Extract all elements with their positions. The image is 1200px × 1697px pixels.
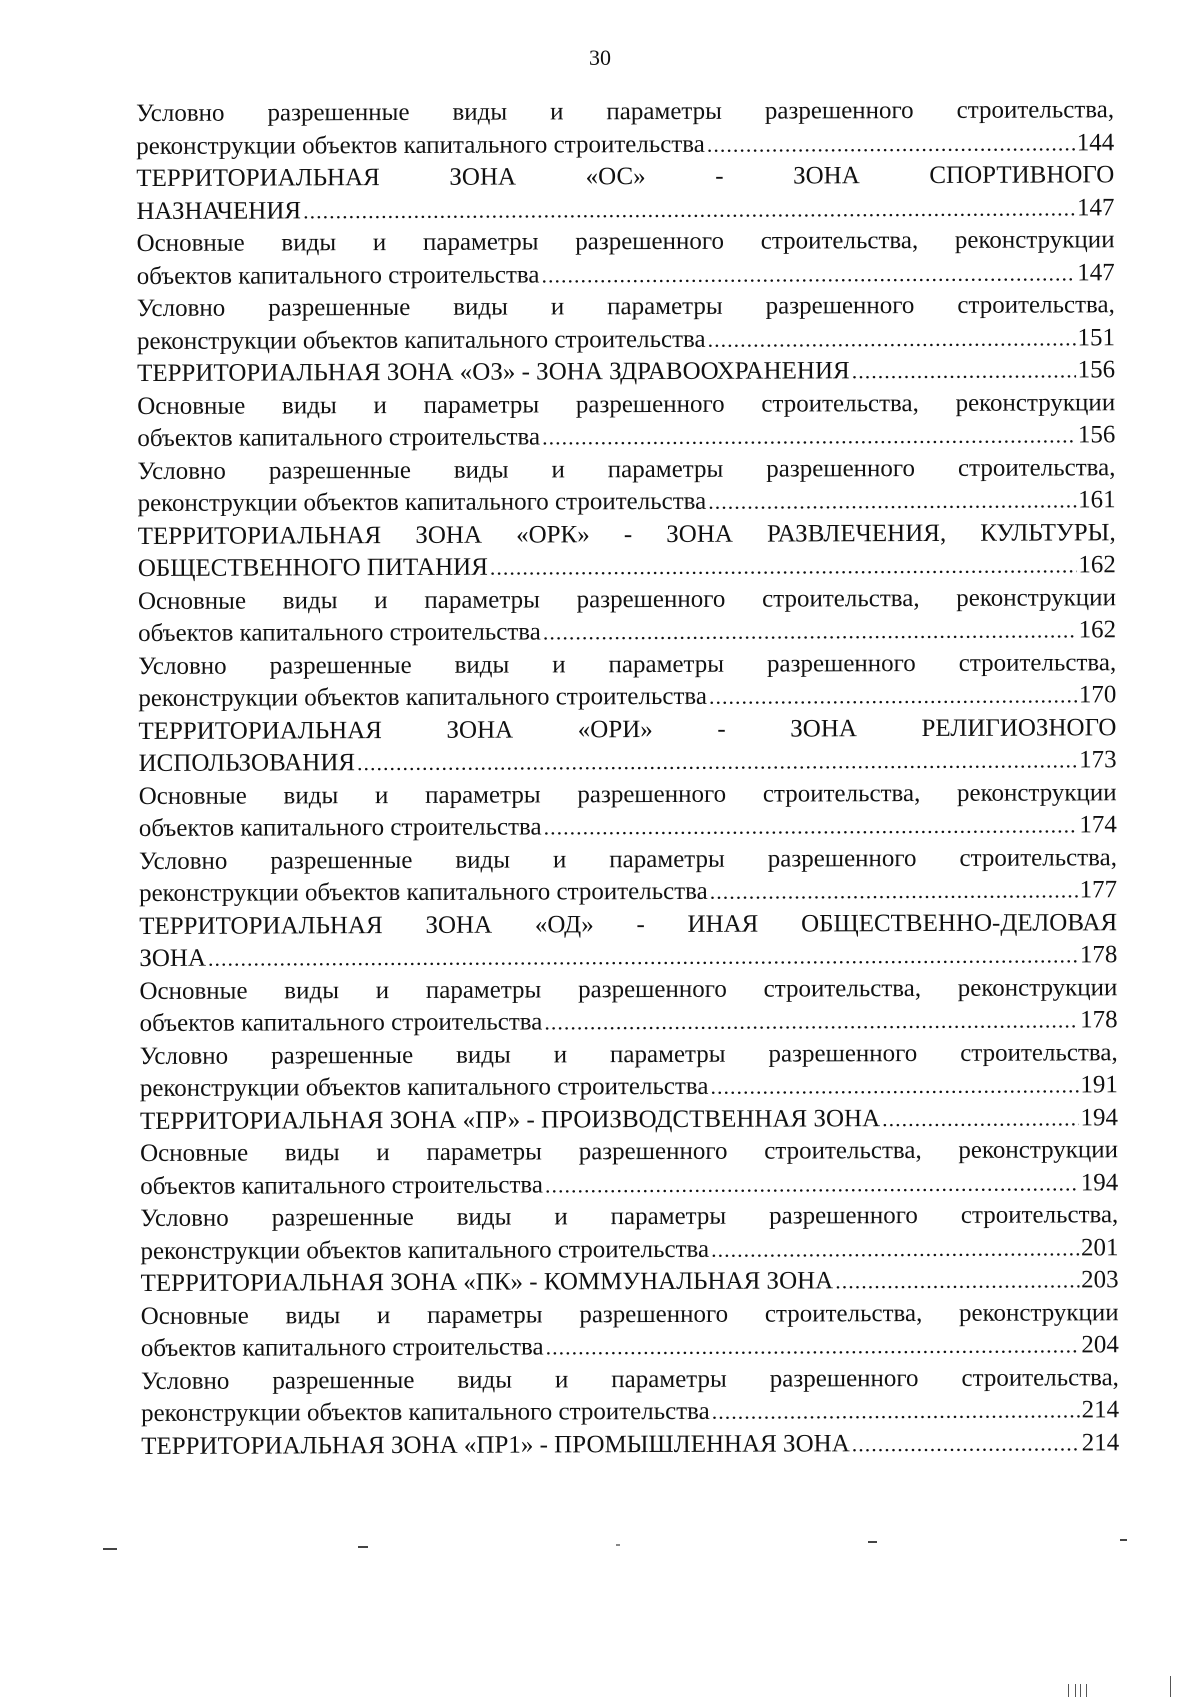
toc-entry-page-number: 194 [1080, 1168, 1119, 1196]
toc-entry-title-end: ТЕРРИТОРИАЛЬНАЯ ЗОНА «ПК» - КОММУНАЛЬНАЯ ЗОНА [140, 1267, 834, 1297]
toc-entry-leader-line [141, 1427, 1119, 1463]
toc-entry-page-number: 214 [1081, 1428, 1120, 1456]
toc-entry-title-end: реконструкции объектов капитального строительства [139, 1072, 709, 1102]
toc-entry [138, 712, 1116, 781]
toc-entry-title-line: ТЕРРИТОРИАЛЬНАЯ ЗОНА «ОРК» - ЗОНА РАЗВЛЕЧЕНИЯ, КУЛЬТУРЫ, [137, 518, 1116, 550]
toc-entry-title-end: реконструкции объектов капитального строительства [136, 130, 705, 160]
scan-mark [103, 1548, 117, 1550]
toc-entry-title-line: Условно разрешенные виды и параметры разрешенного строительства, [140, 1363, 1119, 1395]
dot-leader [709, 679, 1077, 713]
toc-entry-page-number: 144 [1076, 128, 1115, 156]
toc-entry-page-number: 191 [1080, 1071, 1118, 1099]
dot-leader [544, 809, 1078, 844]
toc-entry-leader-line [140, 1232, 1118, 1268]
toc-entry-title-line: Основные виды и параметры разрешенного строительства, реконструкции [140, 1136, 1119, 1167]
toc-entry-leader-line [140, 1102, 1118, 1138]
dot-leader [712, 1394, 1080, 1428]
toc-entry-page-number: 174 [1079, 811, 1117, 839]
toc-entry-page-number: 147 [1077, 258, 1115, 286]
toc-entry-title-end: объектов капитального строительства [139, 1008, 543, 1037]
toc-entry-leader-line [137, 322, 1115, 358]
toc-entry-leader-line [139, 1004, 1117, 1040]
toc-entry-title-end: ЗОНА [139, 944, 207, 972]
toc-entry-title-line: Условно разрешенные виды и параметры разрешенного строительства, [138, 843, 1117, 875]
scan-mark [1170, 1676, 1171, 1697]
toc-entry-title-end: объектов капитального строительства [140, 1170, 543, 1200]
toc-entry-page-number: 173 [1078, 746, 1117, 774]
toc-entry [141, 1427, 1119, 1463]
toc-entry [139, 972, 1117, 1041]
toc-entry [140, 1264, 1118, 1300]
toc-entry-title-end: объектов капитального строительства [138, 618, 541, 647]
toc-entry-page-number: 177 [1079, 876, 1118, 904]
toc-entry [137, 289, 1115, 358]
scan-mark [1086, 1684, 1087, 1697]
toc-entry-leader-line [139, 809, 1117, 845]
toc-entry [136, 159, 1114, 228]
dot-leader [708, 322, 1076, 356]
dot-leader [542, 419, 1076, 454]
dot-leader [541, 257, 1075, 292]
toc-entry-title-line: Условно разрешенные виды и параметры разрешенного строительства, [139, 1038, 1118, 1070]
table-of-contents [136, 94, 1119, 1463]
dot-leader [303, 192, 1075, 227]
toc-entry-leader-line [136, 192, 1114, 228]
toc-entry-title-line: Основные виды и параметры разрешенного строительства, реконструкции [137, 583, 1116, 615]
dot-leader [710, 874, 1078, 908]
dot-leader [710, 1069, 1078, 1103]
toc-entry-title-end: реконструкции объектов капитального строительства [140, 1235, 710, 1265]
scan-mark [616, 1544, 620, 1546]
toc-entry-title-line: Условно разрешенные виды и параметры разрешенного строительства, [136, 96, 1115, 127]
toc-entry-leader-line [139, 939, 1117, 975]
toc-entry-title-line: Основные виды и параметры разрешенного строительства, реконструкции [139, 973, 1118, 1005]
scan-mark [1075, 1684, 1076, 1697]
dot-leader [543, 614, 1077, 649]
toc-entry-page-number: 162 [1078, 616, 1117, 644]
toc-entry [139, 842, 1117, 911]
toc-entry-leader-line [137, 419, 1115, 455]
toc-entry-page-number: 156 [1077, 421, 1116, 449]
toc-entry [141, 1362, 1119, 1431]
scan-mark [868, 1541, 877, 1543]
toc-entry-page-number: 151 [1077, 323, 1115, 351]
dot-leader [835, 1264, 1079, 1297]
toc-entry-title-end: ТЕРРИТОРИАЛЬНАЯ ЗОНА «ПР1» - ПРОМЫШЛЕННАЯ ЗОНА [141, 1429, 850, 1460]
toc-entry-leader-line [139, 874, 1117, 910]
toc-entry [139, 777, 1117, 846]
dot-leader [208, 939, 1078, 975]
toc-entry [137, 452, 1115, 521]
toc-entry-page-number: 162 [1078, 551, 1116, 579]
scan-mark [1120, 1539, 1127, 1541]
toc-entry-title-end: объектов капитального строительства [138, 813, 542, 842]
toc-entry [138, 647, 1116, 716]
dot-leader [545, 1167, 1079, 1202]
toc-entry-page-number: 161 [1077, 486, 1116, 514]
toc-entry-leader-line [140, 1264, 1118, 1300]
toc-entry-title-end: реконструкции объектов капитального строительства [140, 1397, 710, 1427]
toc-entry-leader-line [140, 1167, 1118, 1203]
toc-entry-leader-line [138, 549, 1116, 585]
toc-entry [138, 582, 1116, 651]
toc-entry [141, 1297, 1119, 1366]
toc-entry-title-line: Основные виды и параметры разрешенного строительства, реконструкции [137, 388, 1116, 420]
dot-leader [708, 484, 1076, 518]
toc-entry-title-line: Основные виды и параметры разрешенного строительства, реконструкции [136, 226, 1115, 257]
scan-mark [1068, 1684, 1069, 1697]
toc-entry [139, 907, 1117, 976]
dot-leader [711, 1232, 1079, 1266]
dot-leader [357, 744, 1077, 779]
dot-leader [707, 127, 1075, 161]
toc-entry-title-line: ТЕРРИТОРИАЛЬНАЯ ЗОНА «ОРИ» - ЗОНА РЕЛИГИОЗНОГО [138, 713, 1117, 745]
toc-entry [137, 387, 1115, 456]
toc-entry-page-number: 203 [1080, 1266, 1119, 1294]
toc-entry-title-end: реконструкции объектов капитального строительства [138, 682, 707, 712]
toc-entry-page-number: 147 [1076, 193, 1115, 221]
toc-entry-leader-line [141, 1394, 1119, 1430]
page-number: 30 [589, 45, 611, 70]
toc-entry-title-line: Условно разрешенные виды и параметры разрешенного строительства, [136, 291, 1115, 322]
toc-entry-title-line: Основные виды и параметры разрешенного строительства, реконструкции [140, 1298, 1119, 1330]
toc-entry-leader-line [137, 354, 1115, 390]
toc-entry [140, 1037, 1118, 1106]
toc-entry [140, 1134, 1118, 1203]
dot-leader [546, 1329, 1080, 1364]
toc-entry-page-number: 194 [1080, 1103, 1118, 1131]
toc-entry [136, 94, 1114, 163]
scan-mark [1080, 1684, 1081, 1697]
toc-entry [136, 224, 1114, 293]
toc-entry-title-line: Условно разрешенные виды и параметры разрешенного строительства, [140, 1201, 1119, 1232]
toc-entry-title-end: ОБЩЕСТВЕННОГО ПИТАНИЯ [137, 553, 488, 582]
toc-entry-leader-line [140, 1069, 1118, 1105]
toc-entry-leader-line [136, 127, 1114, 163]
toc-entry [140, 1199, 1118, 1268]
toc-entry-title-end: объектов капитального строительства [140, 1333, 544, 1362]
toc-entry-leader-line [138, 614, 1116, 650]
toc-entry-title-end: реконструкции объектов капитального строительства [139, 877, 708, 907]
toc-entry [138, 517, 1116, 586]
dot-leader [852, 354, 1076, 387]
toc-entry-title-end: объектов капитального строительства [137, 423, 541, 452]
toc-entry-page-number: 201 [1080, 1233, 1119, 1261]
toc-entry-page-number: 178 [1079, 941, 1118, 969]
toc-entry-page-number: 178 [1079, 1006, 1118, 1034]
toc-entry-leader-line [137, 257, 1115, 293]
toc-entry-title-line: ТЕРРИТОРИАЛЬНАЯ ЗОНА «ОД» - ИНАЯ ОБЩЕСТВЕННО-ДЕЛОВАЯ [139, 908, 1118, 940]
toc-entry-title-end: ТЕРРИТОРИАЛЬНАЯ ЗОНА «ОЗ» - ЗОНА ЗДРАВООХРАНЕНИЯ [137, 357, 850, 387]
dot-leader [852, 1427, 1080, 1460]
toc-entry-title-end: ИСПОЛЬЗОВАНИЯ [138, 749, 356, 777]
toc-entry-leader-line [138, 744, 1116, 780]
toc-entry-leader-line [137, 484, 1115, 520]
toc-entry-page-number: 170 [1078, 681, 1117, 709]
toc-entry-page-number: 214 [1081, 1396, 1120, 1424]
toc-entry-title-end: реконструкции объектов капитального строительства [136, 325, 706, 355]
toc-entry-title-line: Условно разрешенные виды и параметры разрешенного строительства, [137, 453, 1116, 485]
toc-entry-title-line: Основные виды и параметры разрешенного строительства, реконструкции [138, 778, 1117, 810]
scan-mark [358, 1546, 368, 1548]
toc-entry-title-end: ТЕРРИТОРИАЛЬНАЯ ЗОНА «ПР» - ПРОИЗВОДСТВЕННАЯ ЗОНА [139, 1104, 881, 1135]
toc-entry-leader-line [138, 679, 1116, 715]
toc-entry [140, 1102, 1118, 1138]
toc-entry-leader-line [141, 1329, 1119, 1365]
toc-entry-title-line: Условно разрешенные виды и параметры разрешенного строительства, [138, 648, 1117, 680]
toc-entry-page-number: 156 [1077, 356, 1116, 384]
dot-leader [882, 1102, 1078, 1135]
toc-entry-title-end: НАЗНАЧЕНИЯ [136, 196, 302, 225]
dot-leader [490, 549, 1077, 584]
toc-entry-title-end: реконструкции объектов капитального строительства [137, 487, 707, 517]
dot-leader [544, 1004, 1078, 1039]
toc-entry-page-number: 204 [1081, 1331, 1119, 1359]
toc-entry-title-end: объектов капитального строительства [136, 260, 540, 290]
toc-entry [137, 354, 1115, 390]
toc-entry-title-line: ТЕРРИТОРИАЛЬНАЯ ЗОНА «ОС» - ЗОНА СПОРТИВНОГО [136, 161, 1115, 192]
